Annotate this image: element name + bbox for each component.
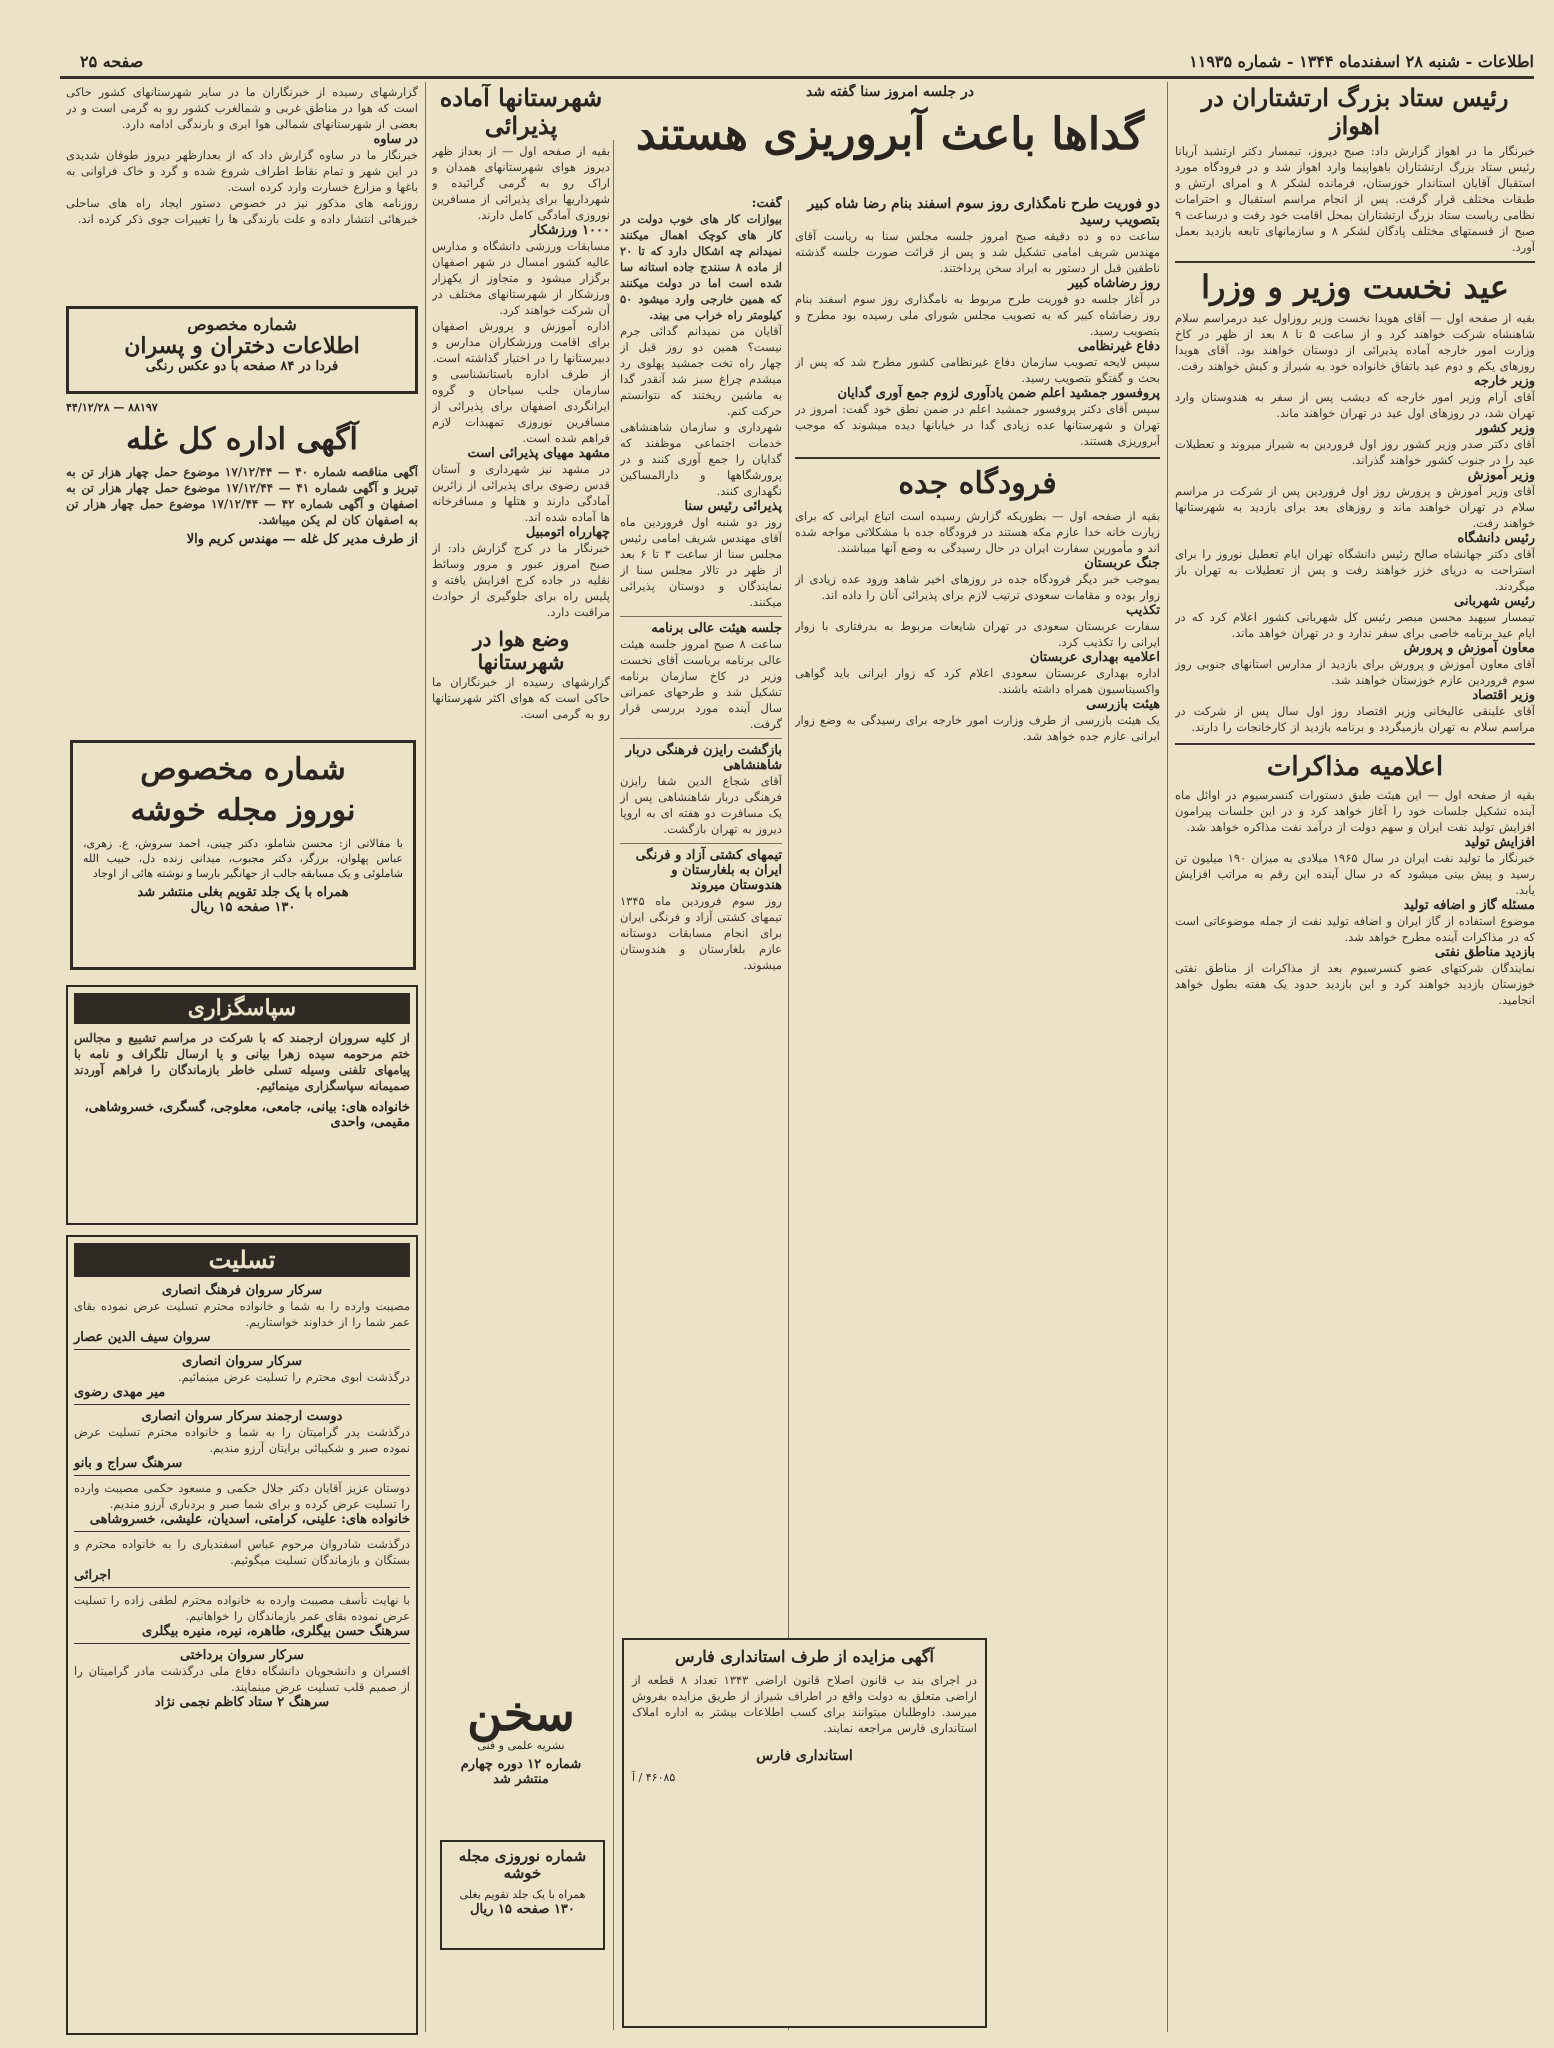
- subhead-beggars: پروفسور جمشید اعلم ضمن یادآوری لزوم جمع آوری گدایان: [837, 386, 1160, 401]
- subhead-foreign-minister: وزیر خارجه: [1473, 373, 1535, 389]
- subhead-inspection: هیئت بازرسی: [1086, 696, 1160, 712]
- subhead-reza-shah-day: دو فوریت طرح نامگذاری روز سوم اسفند بنام رضا شاه کبیر بتصویب رسید: [807, 196, 1160, 228]
- text-planning-board: ساعت ۸ صبح امروز جلسه هیئت عالی برنامه بریاست آقای نخست وزیر در کاخ سازمان برنامه تشکیل شد و طرحهای عمرانی سال آینده مورد بررسی قرار گرفت.: [620, 637, 782, 731]
- grain-office-ad: [66, 400, 418, 720]
- text-weather: گزارشهای رسیده از خبرنگاران ما حاکی است که هوای اکثر شهرستانها رو به گرمی است.: [432, 675, 610, 722]
- ad3-price: ۱۳۰ صفحه ۱۵ ریال: [190, 900, 296, 915]
- ad3-contributors: با مقالاتی از: محسن شاملو، دکتر چینی، احمد سروش، ع. زهری، عباس پهلوان، برزگر، دکتر مجبوب، میدانی زنده دل، حبیب الله شاملوئی و یک مسابقه جالب از جهانگیر بارسا و نوشته هائی از اوجاد: [83, 837, 403, 880]
- text-oil-visit: نمایندگان شرکتهای عضو کنسرسیوم بعد از مذاکرات از مناطق نفتی خوزستان بازدید خواهند کرد و این بازدید حدود یک هفته بطول خواهد انجامید.: [1175, 960, 1535, 1007]
- subhead-arabia: جنگ عربستان: [1084, 555, 1160, 571]
- masthead-rule: [60, 76, 1534, 79]
- text-civil-defense: سپس لایحه تصویب سازمان دفاع غیرنظامی کشور مطرح شد که پس از بحث و گفتگو بتصویب رسید.: [795, 355, 1160, 385]
- article-negotiations: بقیه از صفحه اول — این هیئت طبق دستورات کنسرسیوم در اوائل ماه آینده تشکیل جلسات خود را آغاز خواهد کرد و در این جلسات پیرامون افزایش تولید نفت ایران و سهم دولت از درآمد نفت مذاکره خواهد شد.: [1175, 787, 1535, 834]
- text-quote: بیوازات کار های خوب دولت در کار های کوچک اهمال میکنند نمیدانم چه اشکال دارد که تا ۲۰ از ماده ۸ سنندج جاده استانه سا شده است اما در دولت میکنند که همین خارجی وارد میشود ۵۰ کیلومتر راه خراب می بیند.: [620, 212, 782, 322]
- subhead-planning-board: جلسه هیئت عالی برنامه: [620, 616, 782, 636]
- text-production-increase: خبرنگار ما تولید نفت ایران در سال ۱۹۶۵ میلادی به میزان ۱۹۰ میلیون تن رسید و پیش بینی میشود که در سال آینده این رقم به مراتب افزایش یابد.: [1175, 850, 1535, 897]
- text-beggars: سپس آقای دکتر پروفسور جمشید اعلم در ضمن نطق خود گفت: امروز در تهران و شهرستانها عده زیادی گدا در خیابانها دیده میشوند که موجب آبروریزی هستند.: [795, 402, 1160, 448]
- text-deputy-education: آقای معاون آموزش و پرورش برای بازدید از مدارس استانهای جنوبی روز سوم فروردین عازم خوزستان خواهند شد.: [1175, 656, 1535, 687]
- text-beggars-cont: آقایان من نمیدانم گدائی جرم نیست؟ همین دو روز قبل از چهار راه تخت جمشید پهلوی رد میشدم چراغ سبز شد آنقدر گدا به ماشین ریختند که نتوانستم حرکت کنم.: [620, 324, 782, 418]
- text-arabia: بموجب خبر دیگر فرودگاه جده در روزهای اخیر شاهد ورود عده زیادی از زوار بوده و مقامات سعودی ترتیب لازم برای پذیرائی آنان را داده اند.: [795, 571, 1160, 602]
- condolences-section: [66, 1235, 418, 2035]
- divider: [74, 1404, 410, 1405]
- subhead-civil-defense: دفاع غیرنظامی: [1077, 339, 1160, 354]
- sokhan-subtitle: نشریه علمی و فنی: [477, 1739, 565, 1752]
- subhead-athletes: ۱۰۰۰ ورزشکار: [530, 223, 610, 239]
- fars-ad-text: در اجرای بند ب قانون اصلاح قانون اراضی ۱۳۴۳ تعداد ۸ قطعه از اراضی متعلق به دولت واقع در اطراف شیراز از طریق مزایده بفروش میرسد. داوطلبان میتوانند برای کسب اطلاعات بیشتر به اداره املاک استانداری فارس مراجعه نمایند.: [632, 1673, 977, 1736]
- special-issue-ad: [66, 306, 418, 394]
- subhead-denial: تکذیب: [1125, 602, 1160, 618]
- ad1-sub: فردا در ۸۴ صفحه با دو عکس رنگی: [145, 359, 339, 375]
- divider: [74, 1475, 410, 1476]
- thanks-text: از کلیه سروران ارجمند که با شرکت در مراسم تشییع و مجالس ختم مرحومه سیده زهرا بیانی و یا ارسال تلگراف و نامه با پیامهای تلفنی وسیله تسلی خاطر بازماندگان را فراهم آوردند صمیمانه سپاسگزاری مینمائیم.: [74, 1031, 410, 1094]
- text-gas-issue: موضوع استفاده از گاز ایران و اضافه تولید نفت از جمله موضوعاتی است که در مذاکرات آینده مطرح خواهد شد.: [1175, 913, 1535, 944]
- subhead-senate-reception: پذیرائی رئیس سنا: [684, 499, 782, 514]
- subhead-deputy-education: معاون آموزش و پرورش: [1403, 640, 1535, 656]
- fars-auction-ad: [622, 1638, 987, 2028]
- subhead-university-head: رئیس دانشگاه: [1457, 530, 1535, 546]
- condolence-2-heading: سرکار سروان انصاری: [182, 1353, 302, 1369]
- thanks-ad: [66, 985, 418, 1225]
- divider: [74, 1349, 410, 1350]
- khooshe-small-price: ۱۳۰ صفحه ۱۵ ریال: [470, 1901, 575, 1917]
- sokhan-issue: شماره ۱۲ دوره چهارم: [460, 1757, 582, 1772]
- text-traffic: خبرنگار ما در کرج گزارش داد: از صبح امروز عبور و مرور وسائط نقلیه در جاده کرج افزایش یافته و پلیس راه برای جلوگیری از حوادث مراقبت دارد.: [432, 541, 610, 620]
- khooshe-magazine-ad: [70, 740, 416, 970]
- sokhan-ad: [432, 1690, 610, 1830]
- condolence-3-signature: سرهنگ سراج و بانو: [74, 1455, 183, 1471]
- condolence-6-signature: سرهنگ حسن بیگلری، طاهره، نیره، منیره بیگلری: [142, 1623, 410, 1639]
- page-number: صفحه ۲۵: [80, 52, 144, 71]
- text-inspection: یک هیئت بازرسی از طرف وزارت امور خارجه برای رسیدگی به وضع زوار ایرانی عازم جده خواهد شد.: [795, 712, 1160, 743]
- condolence-4-text: دوستان عزیز آقایان دکتر جلال حکمی و مسعود حکمی مصیبت وارده را تسلیت عرض کرده و برای شما صبر و بردباری آرزو مندیم.: [74, 1480, 410, 1511]
- text-mashhad: در مشهد نیز شهرداری و آستان قدس رضوی برای پذیرائی از زائرین آمادگی دارند و هتلها و مسافرخانه ها آماده شده اند.: [432, 462, 610, 525]
- text-isfahan: از طرف اداره باستانشناسی و سازمان جلب سیاحان و گروه ایرانگردی اصفهان برای پذیرائی از مسافرین نوروزی تمهیدات لازم فراهم شده است.: [432, 367, 610, 446]
- sokhan-logo: سخن: [467, 1690, 575, 1742]
- article-army-chief: خبرنگار ما در اهواز گزارش داد: صبح دیروز، تیمسار دکتر ارتشبد آریانا رئیس ستاد بزرگ ارتشتاران باهواپیما وارد اهواز شد و در فرودگاه مورد استقبال آقایان استاندار خوزستان، فرمانده لشکر ۸ و امرای ارتش و طبقات مختلف قرار گرفت. پس از انجام مراسم استقبال و احترامات نظامی ریاست ستاد بزرگ ارتشتاران بمحل اقامت خود رفت و درساعت ۹ صبح از قسمتهای مختلف پادگان لشکر ۸ و سازمانهای تابعه بازدید بعمل آورد.: [1175, 144, 1535, 255]
- subhead-health-notice: اعلامیه بهداری عربستان: [1029, 649, 1160, 665]
- column-rule: [613, 140, 614, 2030]
- thanks-title: سپاسگزاری: [74, 993, 410, 1024]
- text-cities: بقیه از صفحه اول — از بعداز ظهر دیروز هوای شهرستانهای همدان و اراک رو به گرمی گرائیده و شهرداریها برای پذیرائی از مسافرین نوروزی آمادگی کامل دارند.: [432, 144, 610, 223]
- subhead-education-minister: وزیر آموزش: [1467, 467, 1535, 483]
- ad1-top: شماره مخصوص: [187, 315, 297, 334]
- subhead-cultural-attache: بازگشت رایزن فرهنگی دربار شاهنشاهی: [620, 738, 782, 773]
- ad3-title-2: نوروز مجله خوشه: [130, 792, 356, 828]
- fars-ad-title: آگهی مزایده از طرف استانداری فارس: [675, 1647, 934, 1666]
- ad2-reference: ۸۸۱۹۷ — ۴۴/۱۲/۲۸: [66, 401, 158, 414]
- condolence-4-signature: خانواده های: علینی، کرامتی، اسدیان، علیشی، خسروشاهی: [89, 1511, 410, 1527]
- subhead-reza-shah: روز رضاشاه کبیر: [1067, 276, 1160, 291]
- quote-intro: گفت:: [751, 196, 782, 211]
- condolence-7-heading: سرکار سروان برداختی: [179, 1647, 305, 1663]
- ad2-text: آگهی مناقصه شماره ۴۰ — ۱۷/۱۲/۴۴ موضوع حمل چهار هزار تن به تبریز و آگهی شماره ۴۱ — ۱۷/۱۲/۴۴ موضوع حمل چهار هزار تن به اصفهان و آگهی شماره ۴۲ — ۱۷/۱۲/۴۴ موضوع حمل چهار هزار تن به اصفهان کان لم یکن میباشد.: [66, 464, 418, 527]
- main-headline-block: [620, 84, 1160, 194]
- text-education-minister: آقای وزیر آموزش و پرورش روز اول فروردین پس از شرکت در مراسم سلام در تهران خواهند ماند و روزهای بعد برای بازدید به شهرستانها خواهند رفت.: [1175, 483, 1535, 530]
- divider: [74, 1531, 410, 1532]
- khooshe-small-title: شماره نوروزی مجله خوشه: [458, 1847, 587, 1883]
- condolence-1-text: مصیبت وارده را به شما و خانواده محترم تسلیت عرض نموده بقای عمر شما را از خداوند خواستاریم.: [74, 1298, 410, 1329]
- condolence-5-text: درگذشت شادروان مرحوم عباس اسفندیاری را به خانواده محترم و بستگان و بازماندگان تسلیت میگوئیم.: [74, 1536, 410, 1567]
- headline-weather: وضع هوا در شهرستانها: [472, 627, 570, 675]
- condolences-title: تسلیت: [74, 1243, 410, 1277]
- text-foreign-minister: آقای آرام وزیر امور خارجه که دیشب پس از سفر به هندوستان وارد تهران شد، در روزهای اول عید در تهران خواهند ماند.: [1175, 389, 1535, 420]
- condolence-7-signature: سرهنگ ۲ ستاد کاظم نجمی نژاد: [154, 1694, 330, 1710]
- fars-ad-signature: استانداری فارس: [756, 1748, 853, 1765]
- text-athletes: مسابقات ورزشی دانشگاه و مدارس عالیه کشور امسال در شهر اصفهان برگزار میشود و متجاوز از یکهزار ورزشکار از شهرستانهای مختلف در آن شرکت خواهند کرد.: [432, 239, 610, 318]
- sokhan-published: منتشر شد: [493, 1772, 549, 1787]
- subhead-oil-visit: بازدید مناطق نفتی: [1434, 944, 1535, 960]
- condolence-7-text: افسران و دانشجویان دانشگاه دفاع ملی درگذشت مادر گرامیتان را از صمیم قلب تسلیت عرض مینمایند.: [74, 1663, 410, 1694]
- divider: [795, 457, 1160, 459]
- fars-ad-number: ۴۶۰۸۵ / آ: [632, 1771, 676, 1785]
- text-municipality: شهرداری و سازمان شاهنشاهی خدمات اجتماعی موظفند که گدایان را جمع آوری کنند و در پرورشگاهها و دارالمساکین نگهداری کنند.: [620, 420, 782, 498]
- condolence-1-heading: سرکار سروان فرهنگ انصاری: [161, 1282, 323, 1298]
- thanks-signature: خانواده های: بیانی، جامعی، معلوجی، گسگری، خسروشاهی، مقیمی، واحدی: [84, 1100, 410, 1131]
- text-economy-minister: آقای علینقی عالیخانی وزیر اقتصاد روز اول سال پس از شرکت در مراسم سلام به تهران بازمیگردد و برنامه بازدید از کارخانجات را دارند.: [1175, 703, 1535, 734]
- text-wrestling: روز سوم فروردین ماه ۱۳۴۵ تیمهای کشتی آزاد و فرنگی ایران برای انجام مسابقات دوستانه عازم بلغارستان و هندوستان میشوند.: [620, 894, 782, 972]
- ad3-title-1: شماره مخصوص: [140, 752, 346, 787]
- text-athletes-cont: اداره آموزش و پرورش اصفهان برای اقامت ورزشکاران مدارس و دبیرستانها را در اختیار گذاشته است.: [432, 319, 610, 366]
- condolence-2-text: درگذشت ابوی محترم را تسلیت عرض مینمائیم.: [177, 1369, 410, 1384]
- subhead-gas-issue: مسئله گاز و اضافه تولید: [1403, 897, 1535, 913]
- condolence-3-heading: دوست ارجمند سرکار سروان انصاری: [141, 1408, 343, 1424]
- text-weather-reports: گزارشهای رسیده از خبرنگاران ما در سایر شهرستانهای کشور حاکی است که هوا در مناطق غربی و شمالغرب کشور رو به گرمی است و در بعضی از شهرستانهای شمالی هوا ابری و بارندگی ادامه دارد.: [66, 85, 418, 131]
- divider: [1175, 261, 1535, 263]
- subhead-wrestling: تیمهای کشتی آزاد و فرنگی ایران به بلغارستان و هندوستان میروند: [620, 843, 782, 893]
- ad3-footer: همراه با یک جلد تقویم بغلی منتشر شد: [137, 885, 349, 900]
- divider: [1175, 743, 1535, 745]
- divider: [74, 1643, 410, 1644]
- ad2-title: آگهی اداره کل غله: [126, 422, 358, 457]
- condolence-6-text: با نهایت تأسف مصیبت وارده به خانواده محترم لطفی زاده را تسلیت عرض نموده بقای عمر بازماندگان را خواهانیم.: [74, 1592, 410, 1623]
- page-header-info: اطلاعات - شنبه ۲۸ اسفندماه ۱۳۴۴ - شماره ۱۱۹۳۵: [1189, 52, 1534, 71]
- headline-army-chief: رئیس ستاد بزرگ ارتشتاران در اهواز: [1201, 84, 1509, 140]
- ad1-title: اطلاعات دختران و پسران: [124, 333, 360, 359]
- subhead-traffic: چهارراه اتومبیل: [525, 525, 610, 541]
- condolence-1-signature: سروان سیف الدین عصار: [74, 1329, 211, 1345]
- text-interior-minister: آقای دکتر صدر وزیر کشور روز اول فروردین به شیراز میروند و تعطیلات عید را در جنوب کشور خواهند گذراند.: [1175, 436, 1535, 467]
- text-health-notice: اداره بهداری عربستان سعودی اعلام کرد که زوار ایرانی باید گواهی واکسیناسیون همراه داشته باشند.: [795, 665, 1160, 696]
- column-rule: [425, 82, 426, 2032]
- headline-pm-holiday: عید نخست وزیر و وزرا: [1201, 268, 1509, 307]
- subhead-production-increase: افزایش تولید: [1464, 834, 1535, 850]
- column-rule: [1167, 82, 1168, 2032]
- headline-kicker: در جلسه امروز سنا گفته شد: [805, 84, 975, 100]
- main-headline: گداها باعث آبروریزی هستند: [635, 109, 1145, 161]
- khooshe-small-text: همراه با یک جلد تقویم بغلی: [459, 1887, 586, 1901]
- text-university-head: آقای دکتر جهانشاه صالح رئیس دانشگاه تهران ایام تعطیل نوروز را برای استراحت به دریای خزر خواهند رفت و پس از تعطیلات به تهران باز میگردند.: [1175, 546, 1535, 593]
- column-weather-left: [66, 84, 418, 304]
- text-senate-session: ساعت ده و ده دقیقه صبح امروز جلسه مجلس سنا به ریاست آقای مهندس شریف امامی تشکیل شد و پس از قرائت صورت جلسه گذشته ناطقین قبل از دستور به ایراد سخن پرداختند.: [795, 229, 1160, 275]
- column-cities: [432, 84, 610, 1684]
- subhead-police-chief: رئیس شهربانی: [1453, 593, 1535, 609]
- text-denial: سفارت عربستان سعودی در تهران شایعات مربوط به بدرفتاری با زوار ایرانی را تکذیب کرد.: [795, 618, 1160, 649]
- subhead-mashhad: مشهد مهیای پذیرائی است: [467, 446, 610, 462]
- condolence-2-signature: میر مهدی رضوی: [74, 1384, 166, 1400]
- headline-cities: شهرستانها آماده پذیرائی: [439, 84, 603, 140]
- divider: [74, 1587, 410, 1588]
- subhead-saveh: در ساوه: [373, 132, 418, 147]
- headline-jeddah: فرودگاه جده: [898, 466, 1057, 501]
- text-jeddah: بقیه از صفحه اول — بطوریکه گزارش رسیده است اتباع ایرانی که برای زیارت خانه خدا عازم مکه هستند در فرودگاه جده با مشکلاتی مواجه شده اند و مأمورین سفارت ایران در حال رسیدگی به وضع آنها میباشند.: [795, 508, 1160, 555]
- khooshe-small-ad: [440, 1840, 605, 1950]
- condolence-5-signature: اجرائی: [74, 1567, 111, 1583]
- subhead-economy-minister: وزیر اقتصاد: [1472, 687, 1535, 703]
- text-senate-reception: روز دو شنبه اول فروردین ماه آقای مهندس شریف امامی رئیس مجلس سنا از ساعت ۳ تا ۶ بعد از ظهر در تالار مجلس سنا از نمایندگان و دوستان پذیرائی میکنند.: [620, 515, 782, 609]
- text-saveh-cont: روزنامه های مذکور نیز در خصوص دستور ایجاد راه های ساحلی خبرهائی انتشار داده و علت بارندگی ها را تغییرات جوی ذکر کرده اند.: [66, 196, 418, 226]
- condolence-3-text: درگذشت پدر گرامیتان را به شما و خانواده محترم تسلیت عرض نموده صبر و شکیبائی برایتان آرزو مندیم.: [74, 1424, 410, 1455]
- text-saveh: خبرنگار ما در ساوه گزارش داد که از بعدازظهر دیروز طوفان شدیدی در این شهر و تمام نقاط اطراف شروع شده و گرد و خاک فراوانی به باغها و مزارع خسارت وارد کرده است.: [66, 148, 418, 194]
- ad2-signature: از طرف مدیر کل غله — مهندس کریم والا: [186, 531, 418, 547]
- text-reza-shah: در آغاز جلسه دو فوریت طرح مربوط به نامگذاری روز سوم اسفند بنام روز رضاشاه کبیر که به تصویب مجلس شورای ملی رسیده بود مطرح و بتصویب رسید.: [795, 292, 1160, 338]
- headline-negotiations: اعلامیه مذاکرات: [1266, 751, 1444, 782]
- column-right: [1175, 84, 1535, 2034]
- text-cultural-attache: آقای شجاع الدین شفا رایزن فرهنگی دربار شاهنشاهی پس از یک مسافرت دو هفته ای به اروپا دیروز به تهران بازگشت.: [620, 774, 782, 836]
- article-pm-holiday: بقیه از صفحه اول — آقای هویدا نخست وزیر روزاول عید درمراسم سلام شاهنشاه شرکت خواهند کرد و از ساعت ۵ تا ۸ بعد از ظهر در کاخ وزارت امور خارجه آماده پذیرائی از دوستان خواهند بود. آقای هویدا روزهای یکم و دوم عید باتفاق خانواده خود به شیراز و کیش خواهند رفت.: [1175, 310, 1535, 373]
- subhead-interior-minister: وزیر کشور: [1476, 420, 1535, 436]
- text-police-chief: تیمسار سپهبد محسن مبصر رئیس کل شهربانی کشور اعلام کرد که در ایام عید برنامه خاصی برای سفر ندارد و در تهران خواهد ماند.: [1175, 609, 1535, 640]
